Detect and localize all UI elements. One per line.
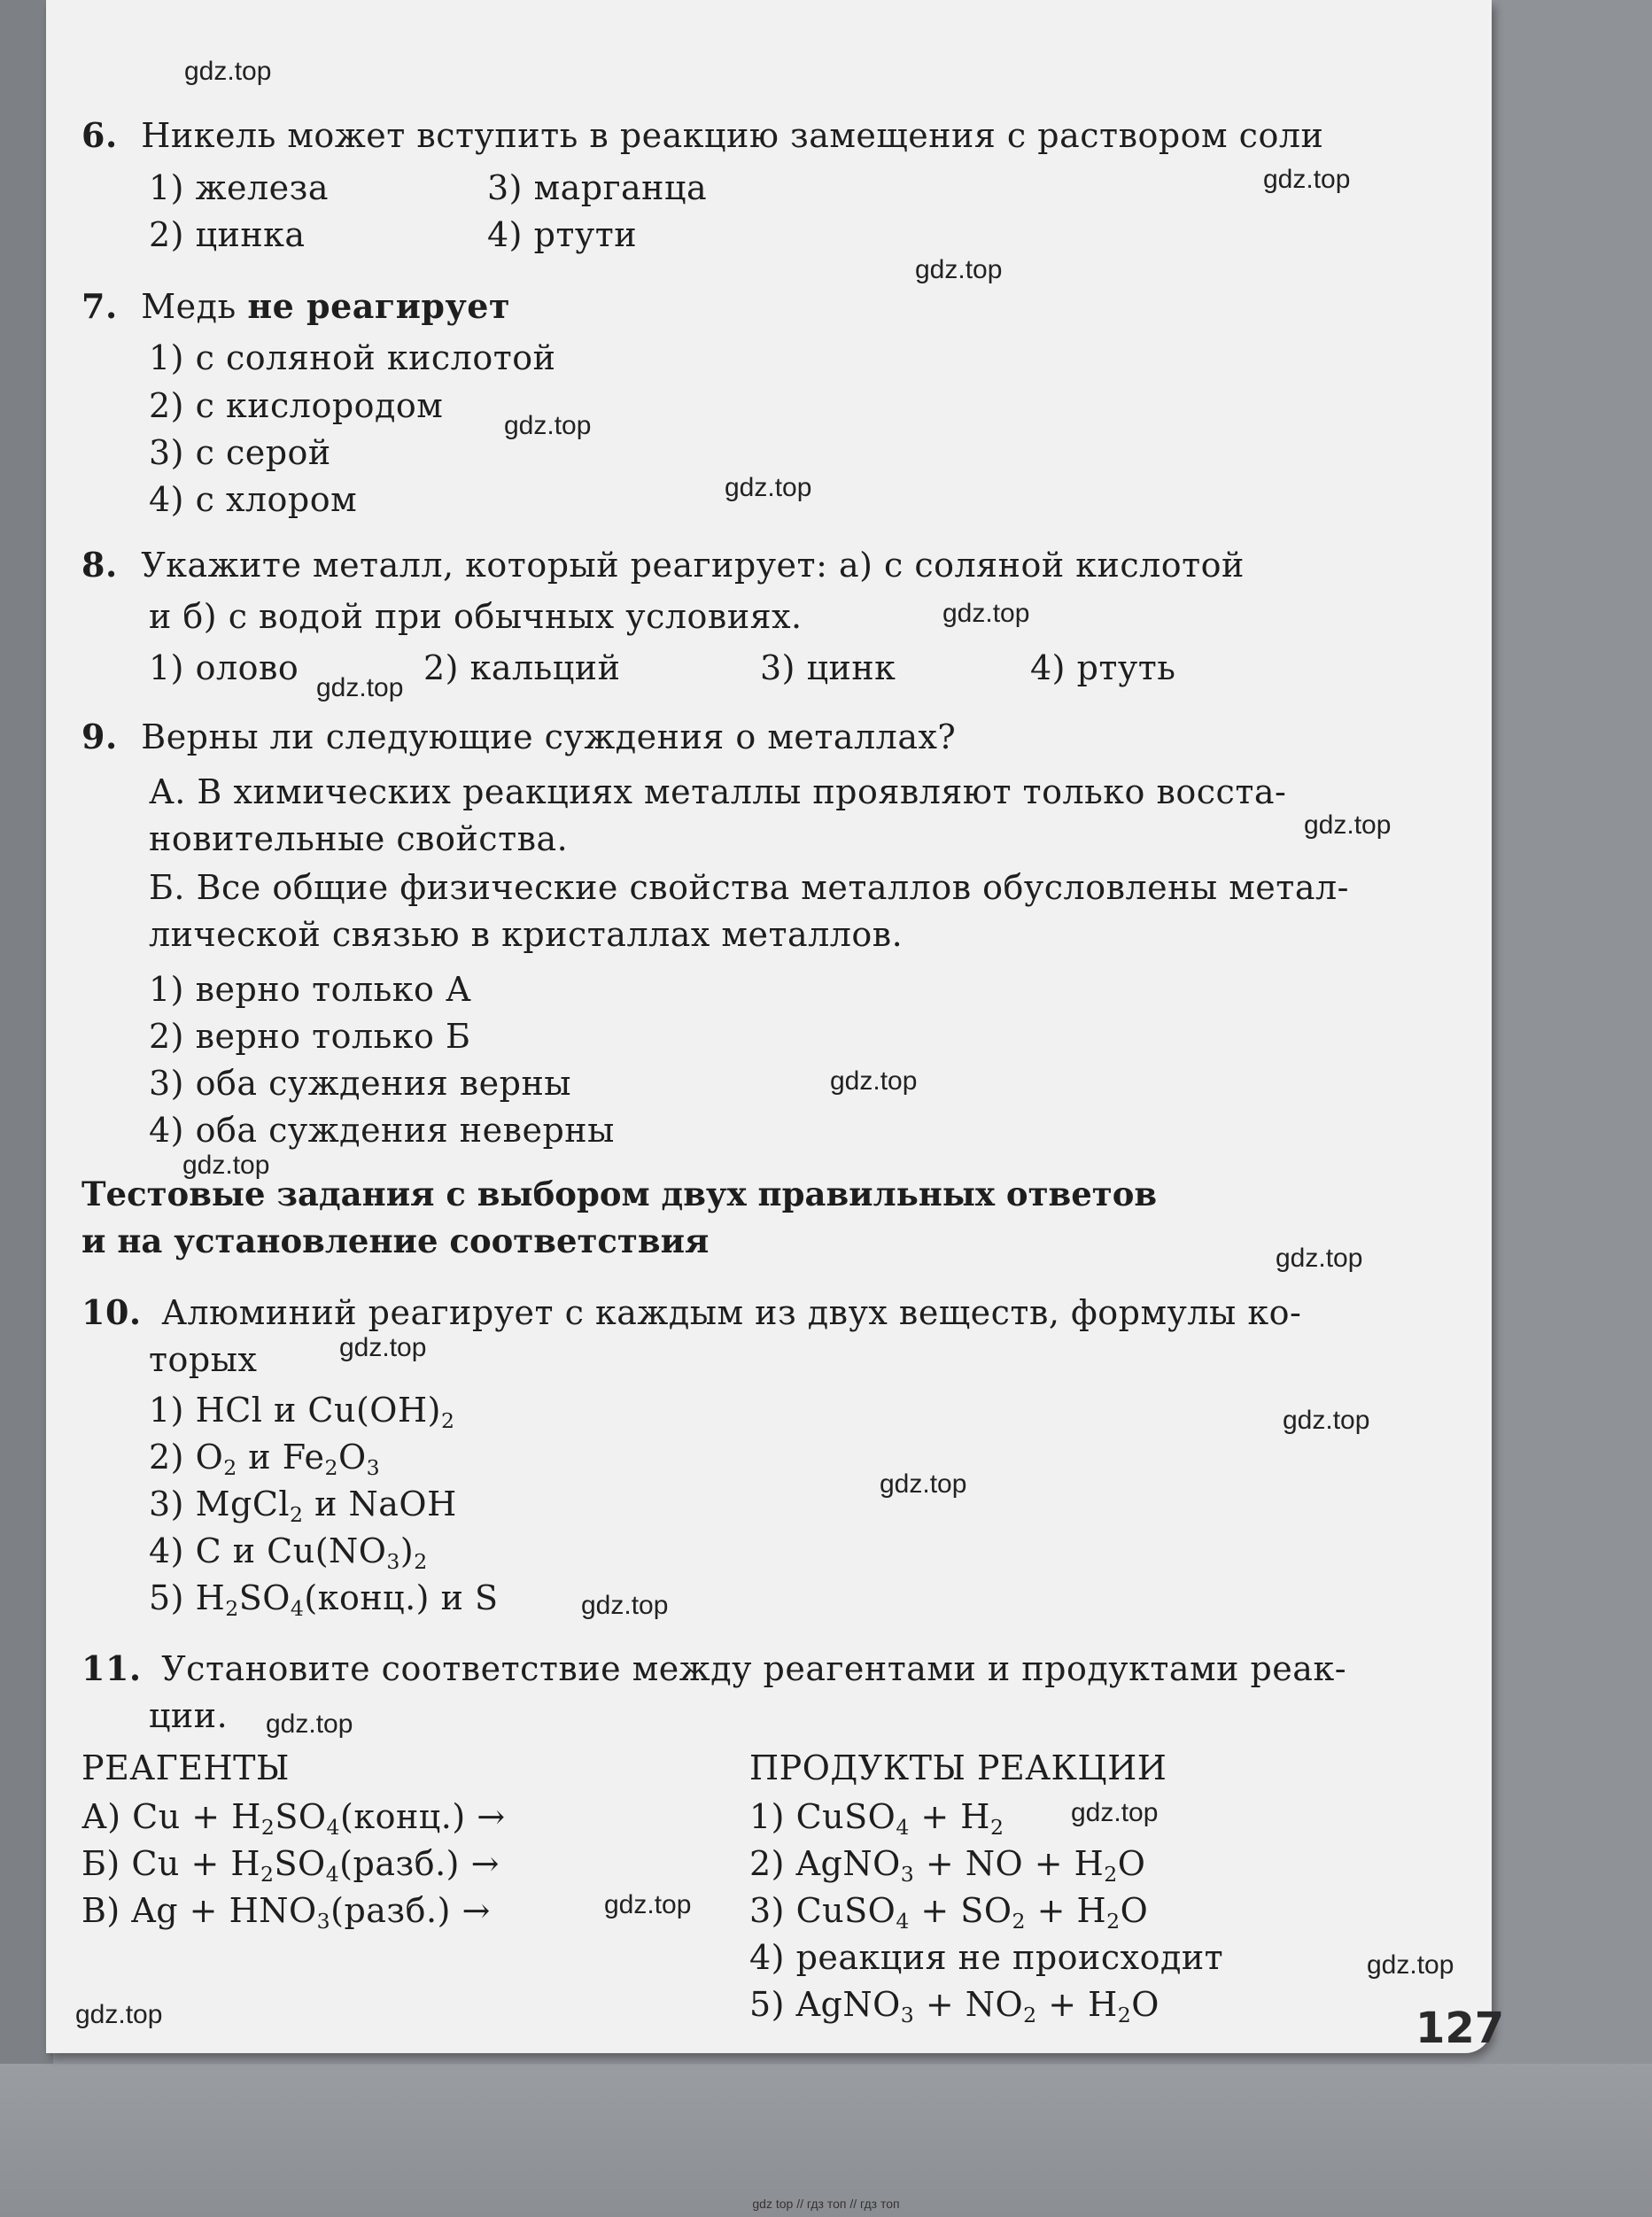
q8-option: 4) ртуть xyxy=(1030,648,1176,687)
q10-option: 3) MgCl$_2$ и NaOH xyxy=(149,1484,457,1528)
question-text: Верны ли следующие суждения о металлах? xyxy=(141,717,957,756)
question-text-continued: торых xyxy=(149,1340,258,1379)
page-binding-shadow xyxy=(0,0,53,2217)
question-text: Укажите металл, который реагирует: а) с соляной кислотой xyxy=(141,546,1245,585)
question-7 xyxy=(81,283,510,329)
q9-option: 1) верно только А xyxy=(149,970,472,1009)
q8-option: 3) цинк xyxy=(760,648,896,687)
reagent-a: А) $Cu + H_2SO_4(конц.)$ → xyxy=(81,1797,506,1841)
watermark: gdz.top xyxy=(339,1333,427,1362)
watermark: gdz.top xyxy=(830,1066,918,1096)
watermark: gdz.top xyxy=(182,1151,270,1180)
watermark: gdz.top xyxy=(504,411,592,440)
q8-option: 1) олово xyxy=(149,648,299,687)
watermark: gdz.top xyxy=(1304,810,1392,840)
q6-option: 4) ртути xyxy=(487,215,638,254)
question-text: Алюминий реагирует с каждым из двух веществ, формулы ко- xyxy=(161,1293,1302,1332)
q9-option: 2) верно только Б xyxy=(149,1017,471,1056)
question-10 xyxy=(81,1290,1301,1336)
watermark: gdz.top xyxy=(725,473,812,502)
watermark: gdz.top xyxy=(604,1890,692,1919)
watermark: gdz.top xyxy=(266,1709,353,1739)
question-6 xyxy=(81,112,1323,159)
question-8 xyxy=(81,542,1245,588)
question-text: Установите соответствие между реагентами и продуктами реак- xyxy=(161,1649,1347,1688)
question-9 xyxy=(81,714,956,760)
question-text: Медь xyxy=(141,287,248,326)
q7-option: 3) с серой xyxy=(149,433,331,472)
watermark: gdz.top xyxy=(1367,1950,1454,1980)
page-number: 127 xyxy=(1415,2004,1505,2053)
q10-option: 5) $H_2SO_4(конц.)$ и S xyxy=(149,1578,499,1622)
watermark: gdz.top xyxy=(581,1591,669,1620)
reagent-b: Б) $Cu + H_2SO_4(разб.)$ → xyxy=(81,1844,500,1888)
q9-option: 3) оба суждения верны xyxy=(149,1064,572,1103)
statement-b: Б. Все общие физические свойства металлов обусловлены метал- xyxy=(149,868,1349,907)
q6-option: 3) марганца xyxy=(487,168,708,207)
q10-option: 4) C и $Cu(NO_3)_2$ xyxy=(149,1531,428,1575)
watermark: gdz.top xyxy=(184,57,272,86)
question-number: 10. xyxy=(81,1292,142,1332)
q7-option: 4) с хлором xyxy=(149,480,358,519)
q6-option: 1) железа xyxy=(149,168,330,207)
watermark: gdz.top xyxy=(915,255,1003,284)
question-text-continued: и б) с водой при обычных условиях. xyxy=(149,597,803,636)
q10-option: 2) $O_2$ и $Fe_2O_3$ xyxy=(149,1438,381,1481)
watermark: gdz.top xyxy=(75,2000,163,2029)
watermark: gdz.top xyxy=(1283,1406,1370,1435)
watermark: gdz.top xyxy=(1276,1244,1363,1273)
footer-text: gdz top // гдз топ // гдз топ xyxy=(752,2197,900,2211)
watermark: gdz.top xyxy=(316,673,404,702)
reagents-header: РЕАГЕНТЫ xyxy=(81,1748,290,1787)
question-number: 11. xyxy=(81,1648,142,1688)
q8-option: 2) кальций xyxy=(423,648,621,687)
statement-a-continued: новительные свойства. xyxy=(149,819,569,858)
reagent-v: В) $Ag + HNO_3(разб.)$ → xyxy=(81,1891,491,1934)
q6-option: 2) цинка xyxy=(149,215,306,254)
q7-option: 2) с кислородом xyxy=(149,386,444,425)
question-number: 9. xyxy=(81,717,118,756)
question-11 xyxy=(81,1646,1346,1692)
question-text-continued: ции. xyxy=(149,1696,229,1735)
q10-option: 1) HCl и $Cu(OH)_2$ xyxy=(149,1391,455,1434)
product-4: 4) реакция не происходит xyxy=(749,1938,1224,1977)
question-text: Никель может вступить в реакцию замещения с раствором соли xyxy=(141,116,1324,155)
product-5: 5) AgNO$_3$ + $NO_2 + H_2O$ xyxy=(749,1985,1160,2028)
watermark: gdz.top xyxy=(1071,1798,1159,1827)
statement-a: А. В химических реакциях металлы проявляют только восста- xyxy=(149,772,1287,811)
watermark: gdz.top xyxy=(1263,165,1351,194)
q9-option: 4) оба суждения неверны xyxy=(149,1111,615,1150)
products-header: ПРОДУКТЫ РЕАКЦИИ xyxy=(749,1748,1167,1787)
section-heading-continued: и на установление соответствия xyxy=(81,1221,710,1260)
watermark: gdz.top xyxy=(942,599,1030,628)
q7-option: 1) с соляной кислотой xyxy=(149,338,556,377)
question-number: 8. xyxy=(81,545,118,585)
product-3: 3) CuSO$_4$ + $SO_2 + H_2O$ xyxy=(749,1891,1149,1934)
product-1: 1) CuSO$_4$ + $H_2$ xyxy=(749,1797,1004,1841)
watermark: gdz.top xyxy=(880,1469,967,1499)
statement-b-continued: лической связью в кристаллах металлов. xyxy=(149,915,904,954)
question-number: 7. xyxy=(81,286,118,326)
question-emphasis: не реагирует xyxy=(247,286,511,326)
product-2: 2) AgNO$_3$ + NO + $H_2O$ xyxy=(749,1844,1146,1888)
question-number: 6. xyxy=(81,115,118,155)
section-heading: Тестовые задания с выбором двух правильных ответов xyxy=(81,1174,1158,1213)
